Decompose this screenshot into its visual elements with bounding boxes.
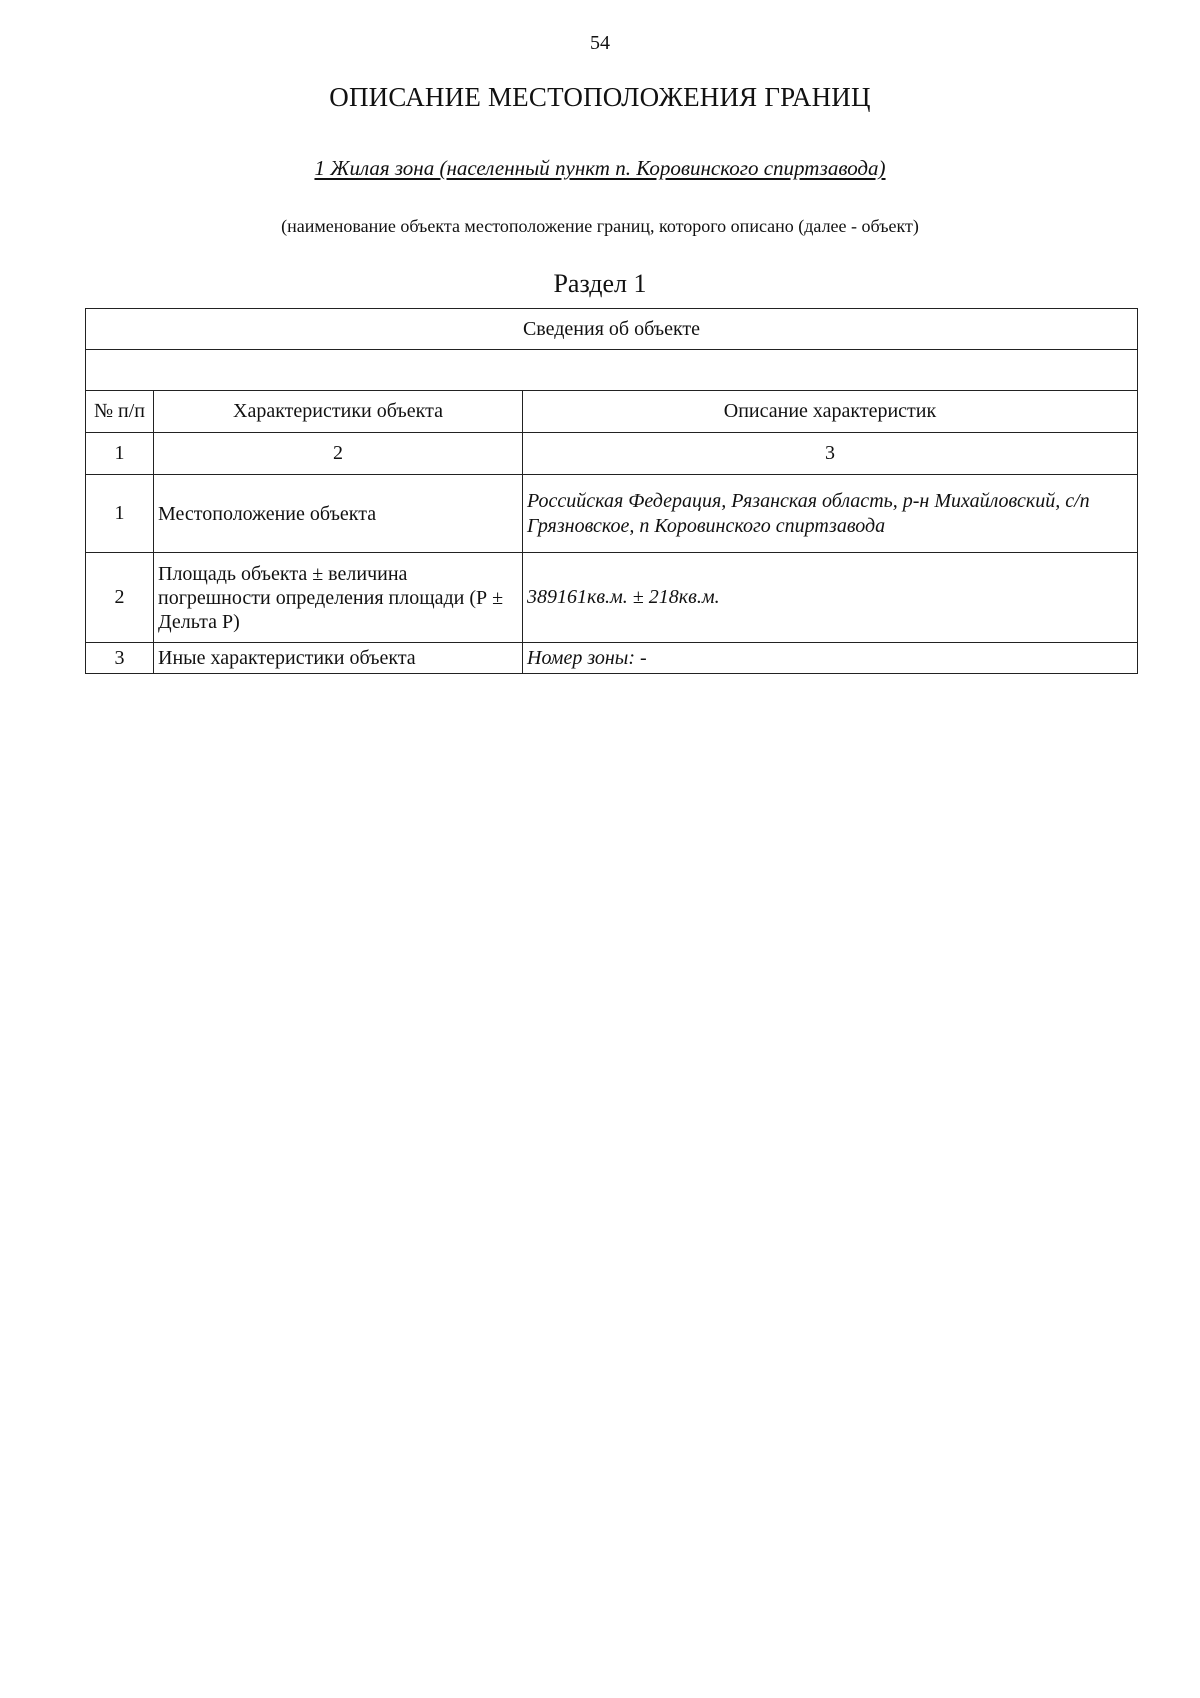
row-number: 1 (86, 475, 154, 553)
row-description: Номер зоны: - (523, 643, 1138, 674)
object-info-table (85, 308, 1138, 674)
table-row (86, 475, 1138, 553)
row-description: Российская Федерация, Рязанская область, р-н Михайловский, с/п Грязновское, п Коровинского спиртзавода (523, 475, 1138, 553)
column-number-2: 2 (154, 433, 523, 475)
column-header-number: № п/п (86, 391, 154, 433)
page-number: 54 (590, 32, 610, 54)
column-number-3: 3 (523, 433, 1138, 475)
table-row (86, 643, 1138, 674)
column-header-description: Описание характеристик (523, 391, 1138, 433)
table-header-row (86, 391, 1138, 433)
row-characteristic: Местоположение объекта (154, 475, 523, 553)
table-blank-row (86, 350, 1138, 391)
section-title: Раздел 1 (553, 269, 647, 298)
column-header-characteristic: Характеристики объекта (154, 391, 523, 433)
column-number-1: 1 (86, 433, 154, 475)
row-number: 2 (86, 553, 154, 643)
row-characteristic: Площадь объекта ± величина погрешности определения площади (Р ± Дельта Р) (154, 553, 523, 643)
object-name-caption: (наименование объекта местоположение границ, которого описано (далее - объект) (281, 216, 919, 236)
row-characteristic: Иные характеристики объекта (154, 643, 523, 674)
row-number: 3 (86, 643, 154, 674)
table-caption: Сведения об объекте (86, 309, 1138, 350)
object-name: 1 Жилая зона (населенный пункт п. Коровинского спиртзавода) (314, 156, 886, 180)
table-column-numbers-row (86, 433, 1138, 475)
row-description: 389161кв.м. ± 218кв.м. (523, 553, 1138, 643)
table-row (86, 553, 1138, 643)
table-caption-row (86, 309, 1138, 350)
table-blank-cell (86, 350, 1138, 391)
document-title: ОПИСАНИЕ МЕСТОПОЛОЖЕНИЯ ГРАНИЦ (329, 82, 871, 112)
